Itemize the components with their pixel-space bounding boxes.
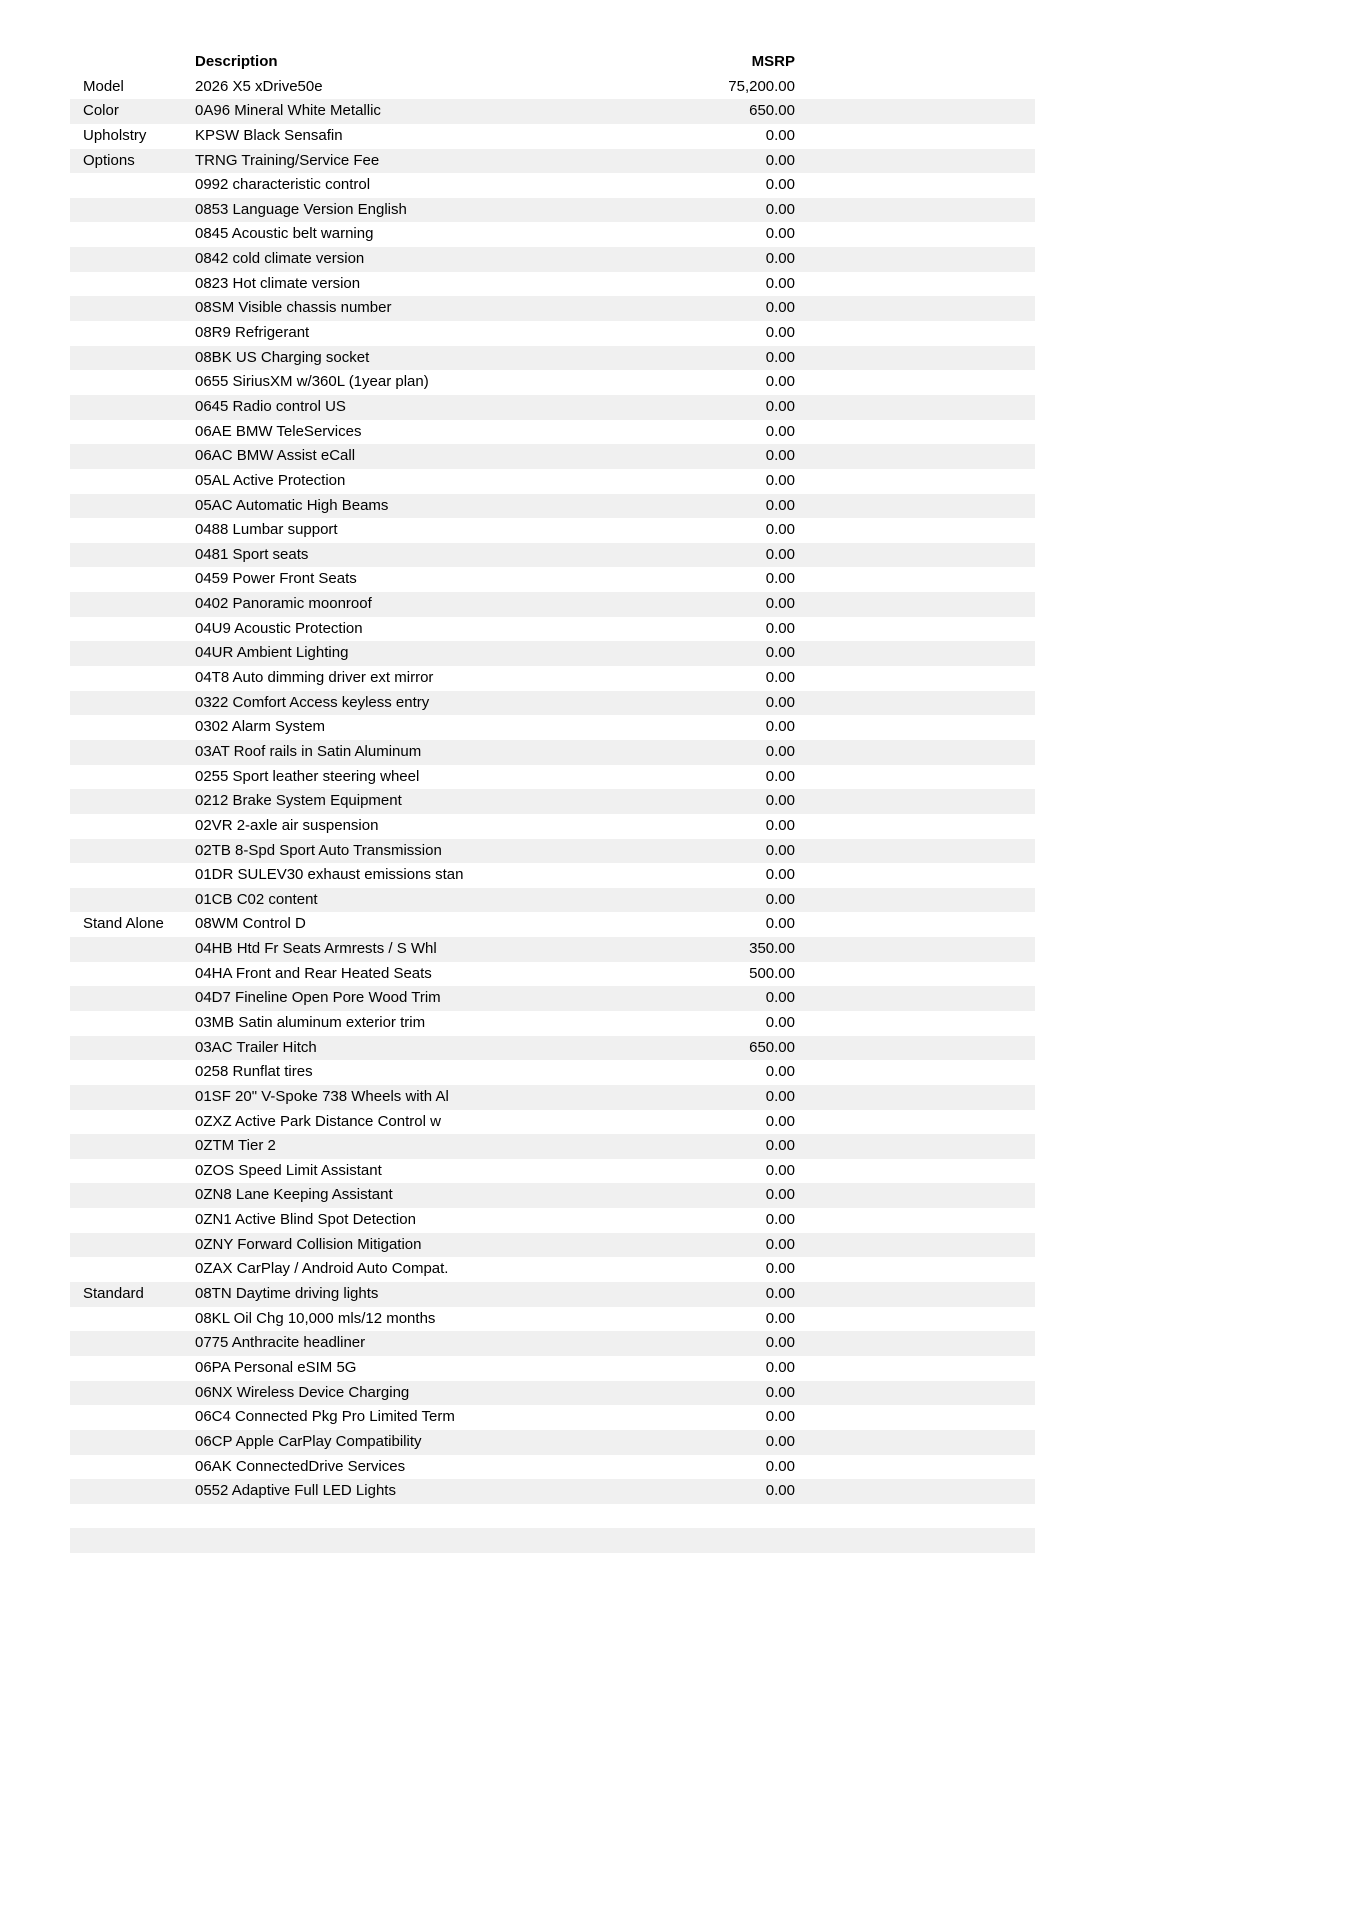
row-description: 03AC Trailer Hitch bbox=[195, 1038, 317, 1056]
table-row bbox=[70, 888, 1035, 913]
row-msrp: 0.00 bbox=[765, 644, 795, 662]
table-row bbox=[70, 222, 1035, 247]
table-row bbox=[70, 641, 1035, 666]
row-description: 05AC Automatic High Beams bbox=[195, 496, 389, 514]
row-description: 0A96 Mineral White Metallic bbox=[195, 102, 381, 120]
row-msrp: 0.00 bbox=[765, 1432, 795, 1450]
row-description: 0459 Power Front Seats bbox=[195, 570, 357, 588]
row-description: 06AK ConnectedDrive Services bbox=[195, 1457, 406, 1475]
row-description: 06AC BMW Assist eCall bbox=[195, 447, 356, 465]
row-description: 0775 Anthracite headliner bbox=[195, 1334, 366, 1352]
row-category: Model bbox=[83, 77, 124, 95]
table-row bbox=[70, 395, 1035, 420]
table-row bbox=[70, 1233, 1035, 1258]
row-msrp: 0.00 bbox=[765, 1063, 795, 1081]
row-msrp: 0.00 bbox=[765, 1285, 795, 1303]
row-msrp: 0.00 bbox=[765, 151, 795, 169]
row-description: 0655 SiriusXM w/360L (1year plan) bbox=[195, 373, 429, 391]
row-description: 0853 Language Version English bbox=[195, 200, 407, 218]
row-msrp: 500.00 bbox=[749, 964, 795, 982]
row-msrp: 0.00 bbox=[765, 1457, 795, 1475]
row-description: 08R9 Refrigerant bbox=[195, 324, 310, 342]
row-msrp: 0.00 bbox=[765, 1161, 795, 1179]
row-msrp: 0.00 bbox=[765, 521, 795, 539]
row-description: 06PA Personal eSIM 5G bbox=[195, 1358, 357, 1376]
row-msrp: 0.00 bbox=[765, 1309, 795, 1327]
table-row bbox=[70, 740, 1035, 765]
row-msrp: 0.00 bbox=[765, 324, 795, 342]
table-row bbox=[70, 1405, 1035, 1430]
row-msrp: 0.00 bbox=[765, 1087, 795, 1105]
table-row bbox=[70, 272, 1035, 297]
row-description: 02TB 8-Spd Sport Auto Transmission bbox=[195, 841, 442, 859]
row-msrp: 0.00 bbox=[765, 767, 795, 785]
row-msrp: 0.00 bbox=[765, 126, 795, 144]
row-description: 05AL Active Protection bbox=[195, 471, 346, 489]
row-msrp: 0.00 bbox=[765, 250, 795, 268]
table-row bbox=[70, 1430, 1035, 1455]
row-description: 08TN Daytime driving lights bbox=[195, 1285, 379, 1303]
row-msrp: 0.00 bbox=[765, 693, 795, 711]
row-msrp: 0.00 bbox=[765, 422, 795, 440]
row-msrp: 0.00 bbox=[765, 274, 795, 292]
row-description: 04D7 Fineline Open Pore Wood Trim bbox=[195, 989, 441, 1007]
row-msrp: 0.00 bbox=[765, 496, 795, 514]
row-msrp: 0.00 bbox=[765, 397, 795, 415]
row-msrp: 0.00 bbox=[765, 1186, 795, 1204]
table-row bbox=[70, 567, 1035, 592]
row-description: 04HA Front and Rear Heated Seats bbox=[195, 964, 432, 982]
table-row bbox=[70, 99, 1035, 124]
row-description: 01CB C02 content bbox=[195, 890, 318, 908]
table-row bbox=[70, 1356, 1035, 1381]
row-description: 0842 cold climate version bbox=[195, 250, 365, 268]
table-row bbox=[70, 296, 1035, 321]
table-row-empty bbox=[70, 1528, 1035, 1553]
row-msrp: 0.00 bbox=[765, 1482, 795, 1500]
row-msrp: 0.00 bbox=[765, 225, 795, 243]
table-row bbox=[70, 863, 1035, 888]
row-msrp: 0.00 bbox=[765, 841, 795, 859]
table-row bbox=[70, 691, 1035, 716]
row-msrp: 0.00 bbox=[765, 1137, 795, 1155]
row-msrp: 0.00 bbox=[765, 471, 795, 489]
table-row bbox=[70, 814, 1035, 839]
row-description: 0645 Radio control US bbox=[195, 397, 346, 415]
row-description: 0322 Comfort Access keyless entry bbox=[195, 693, 430, 711]
row-description: 03MB Satin aluminum exterior trim bbox=[195, 1013, 426, 1031]
table-row bbox=[70, 1307, 1035, 1332]
row-description: 0258 Runflat tires bbox=[195, 1063, 313, 1081]
row-description: 08SM Visible chassis number bbox=[195, 299, 392, 317]
table-row bbox=[70, 494, 1035, 519]
row-category: Color bbox=[83, 102, 119, 120]
row-description: 0552 Adaptive Full LED Lights bbox=[195, 1482, 396, 1500]
row-description: 0ZNY Forward Collision Mitigation bbox=[195, 1235, 422, 1253]
table-row bbox=[70, 321, 1035, 346]
table-row bbox=[70, 839, 1035, 864]
row-msrp: 650.00 bbox=[749, 102, 795, 120]
table-row bbox=[70, 444, 1035, 469]
row-msrp: 75,200.00 bbox=[728, 77, 795, 95]
row-description: 0481 Sport seats bbox=[195, 545, 309, 563]
row-msrp: 0.00 bbox=[765, 915, 795, 933]
table-row bbox=[70, 75, 1035, 100]
row-description: 0ZN8 Lane Keeping Assistant bbox=[195, 1186, 393, 1204]
table-header-row bbox=[70, 50, 1035, 75]
row-description: 04U9 Acoustic Protection bbox=[195, 619, 363, 637]
row-description: TRNG Training/Service Fee bbox=[195, 151, 380, 169]
row-msrp: 0.00 bbox=[765, 816, 795, 834]
row-msrp: 0.00 bbox=[765, 742, 795, 760]
table-row bbox=[70, 1208, 1035, 1233]
row-description: 04T8 Auto dimming driver ext mirror bbox=[195, 669, 434, 687]
row-description: 06AE BMW TeleServices bbox=[195, 422, 362, 440]
row-description: 04UR Ambient Lighting bbox=[195, 644, 349, 662]
row-description: 0845 Acoustic belt warning bbox=[195, 225, 374, 243]
row-category: Stand Alone bbox=[83, 915, 164, 933]
table-row bbox=[70, 1331, 1035, 1356]
row-description: 0255 Sport leather steering wheel bbox=[195, 767, 420, 785]
table-row bbox=[70, 247, 1035, 272]
row-msrp: 0.00 bbox=[765, 299, 795, 317]
row-msrp: 0.00 bbox=[765, 1334, 795, 1352]
row-msrp: 0.00 bbox=[765, 348, 795, 366]
row-category: Options bbox=[83, 151, 135, 169]
table-row bbox=[70, 173, 1035, 198]
row-msrp: 0.00 bbox=[765, 669, 795, 687]
row-category: Upholstry bbox=[83, 126, 147, 144]
table-row bbox=[70, 1060, 1035, 1085]
row-msrp: 0.00 bbox=[765, 1112, 795, 1130]
row-description: 0992 characteristic control bbox=[195, 176, 371, 194]
row-msrp: 0.00 bbox=[765, 718, 795, 736]
table-row bbox=[70, 469, 1035, 494]
row-msrp: 0.00 bbox=[765, 595, 795, 613]
row-description: 03AT Roof rails in Satin Aluminum bbox=[195, 742, 422, 760]
table-row bbox=[70, 198, 1035, 223]
table-row bbox=[70, 346, 1035, 371]
row-description: 08BK US Charging socket bbox=[195, 348, 370, 366]
row-description: 01DR SULEV30 exhaust emissions stan bbox=[195, 866, 464, 884]
table-row bbox=[70, 937, 1035, 962]
table-row bbox=[70, 149, 1035, 174]
row-description: 0ZXZ Active Park Distance Control w bbox=[195, 1112, 441, 1130]
table-row bbox=[70, 1085, 1035, 1110]
row-msrp: 0.00 bbox=[765, 373, 795, 391]
row-msrp: 0.00 bbox=[765, 1260, 795, 1278]
table-row bbox=[70, 1183, 1035, 1208]
row-msrp: 0.00 bbox=[765, 866, 795, 884]
row-msrp: 650.00 bbox=[749, 1038, 795, 1056]
row-description: 01SF 20" V-Spoke 738 Wheels with Al bbox=[195, 1087, 449, 1105]
row-description: 0ZOS Speed Limit Assistant bbox=[195, 1161, 382, 1179]
row-description: 0302 Alarm System bbox=[195, 718, 326, 736]
row-description: 0ZN1 Active Blind Spot Detection bbox=[195, 1211, 416, 1229]
row-description: 06NX Wireless Device Charging bbox=[195, 1383, 410, 1401]
table-row bbox=[70, 1282, 1035, 1307]
vehicle-options-table bbox=[70, 50, 1035, 1553]
table-row bbox=[70, 617, 1035, 642]
table-row bbox=[70, 1257, 1035, 1282]
table-row bbox=[70, 986, 1035, 1011]
table-row bbox=[70, 1479, 1035, 1504]
row-msrp: 350.00 bbox=[749, 940, 795, 958]
row-description: 08WM Control D bbox=[195, 915, 306, 933]
table-row bbox=[70, 370, 1035, 395]
table-row bbox=[70, 518, 1035, 543]
table-row bbox=[70, 789, 1035, 814]
row-msrp: 0.00 bbox=[765, 1211, 795, 1229]
row-description: 0ZTM Tier 2 bbox=[195, 1137, 276, 1155]
row-description: 0823 Hot climate version bbox=[195, 274, 361, 292]
table-row bbox=[70, 1134, 1035, 1159]
row-msrp: 0.00 bbox=[765, 176, 795, 194]
row-description: 0212 Brake System Equipment bbox=[195, 792, 402, 810]
table-row bbox=[70, 962, 1035, 987]
table-row bbox=[70, 1011, 1035, 1036]
row-description: 08KL Oil Chg 10,000 mls/12 months bbox=[195, 1309, 436, 1327]
row-msrp: 0.00 bbox=[765, 200, 795, 218]
row-description: 0402 Panoramic moonroof bbox=[195, 595, 372, 613]
table-row bbox=[70, 1110, 1035, 1135]
table-row bbox=[70, 592, 1035, 617]
row-description: 04HB Htd Fr Seats Armrests / S Whl bbox=[195, 940, 437, 958]
table-row bbox=[70, 666, 1035, 691]
row-msrp: 0.00 bbox=[765, 1235, 795, 1253]
table-row bbox=[70, 1036, 1035, 1061]
row-description: 06CP Apple CarPlay Compatibility bbox=[195, 1432, 422, 1450]
table-row bbox=[70, 1455, 1035, 1480]
row-description: 0488 Lumbar support bbox=[195, 521, 338, 539]
table-row bbox=[70, 765, 1035, 790]
table-row bbox=[70, 715, 1035, 740]
row-description: 02VR 2-axle air suspension bbox=[195, 816, 379, 834]
column-header-description: Description bbox=[195, 53, 278, 70]
row-msrp: 0.00 bbox=[765, 1383, 795, 1401]
row-description: 0ZAX CarPlay / Android Auto Compat. bbox=[195, 1260, 449, 1278]
row-msrp: 0.00 bbox=[765, 1358, 795, 1376]
row-description: 06C4 Connected Pkg Pro Limited Term bbox=[195, 1408, 455, 1426]
table-row-empty bbox=[70, 1504, 1035, 1529]
row-msrp: 0.00 bbox=[765, 619, 795, 637]
column-header-msrp: MSRP bbox=[751, 53, 795, 70]
table-row bbox=[70, 1159, 1035, 1184]
row-msrp: 0.00 bbox=[765, 1013, 795, 1031]
row-msrp: 0.00 bbox=[765, 447, 795, 465]
table-row bbox=[70, 420, 1035, 445]
table-row bbox=[70, 1381, 1035, 1406]
row-msrp: 0.00 bbox=[765, 1408, 795, 1426]
row-msrp: 0.00 bbox=[765, 989, 795, 1007]
table-row bbox=[70, 912, 1035, 937]
row-msrp: 0.00 bbox=[765, 890, 795, 908]
row-msrp: 0.00 bbox=[765, 570, 795, 588]
row-category: Standard bbox=[83, 1285, 144, 1303]
table-body bbox=[70, 75, 1035, 1553]
table-row bbox=[70, 543, 1035, 568]
row-description: KPSW Black Sensafin bbox=[195, 126, 343, 144]
row-msrp: 0.00 bbox=[765, 792, 795, 810]
table-row bbox=[70, 124, 1035, 149]
row-msrp: 0.00 bbox=[765, 545, 795, 563]
row-description: 2026 X5 xDrive50e bbox=[195, 77, 323, 95]
